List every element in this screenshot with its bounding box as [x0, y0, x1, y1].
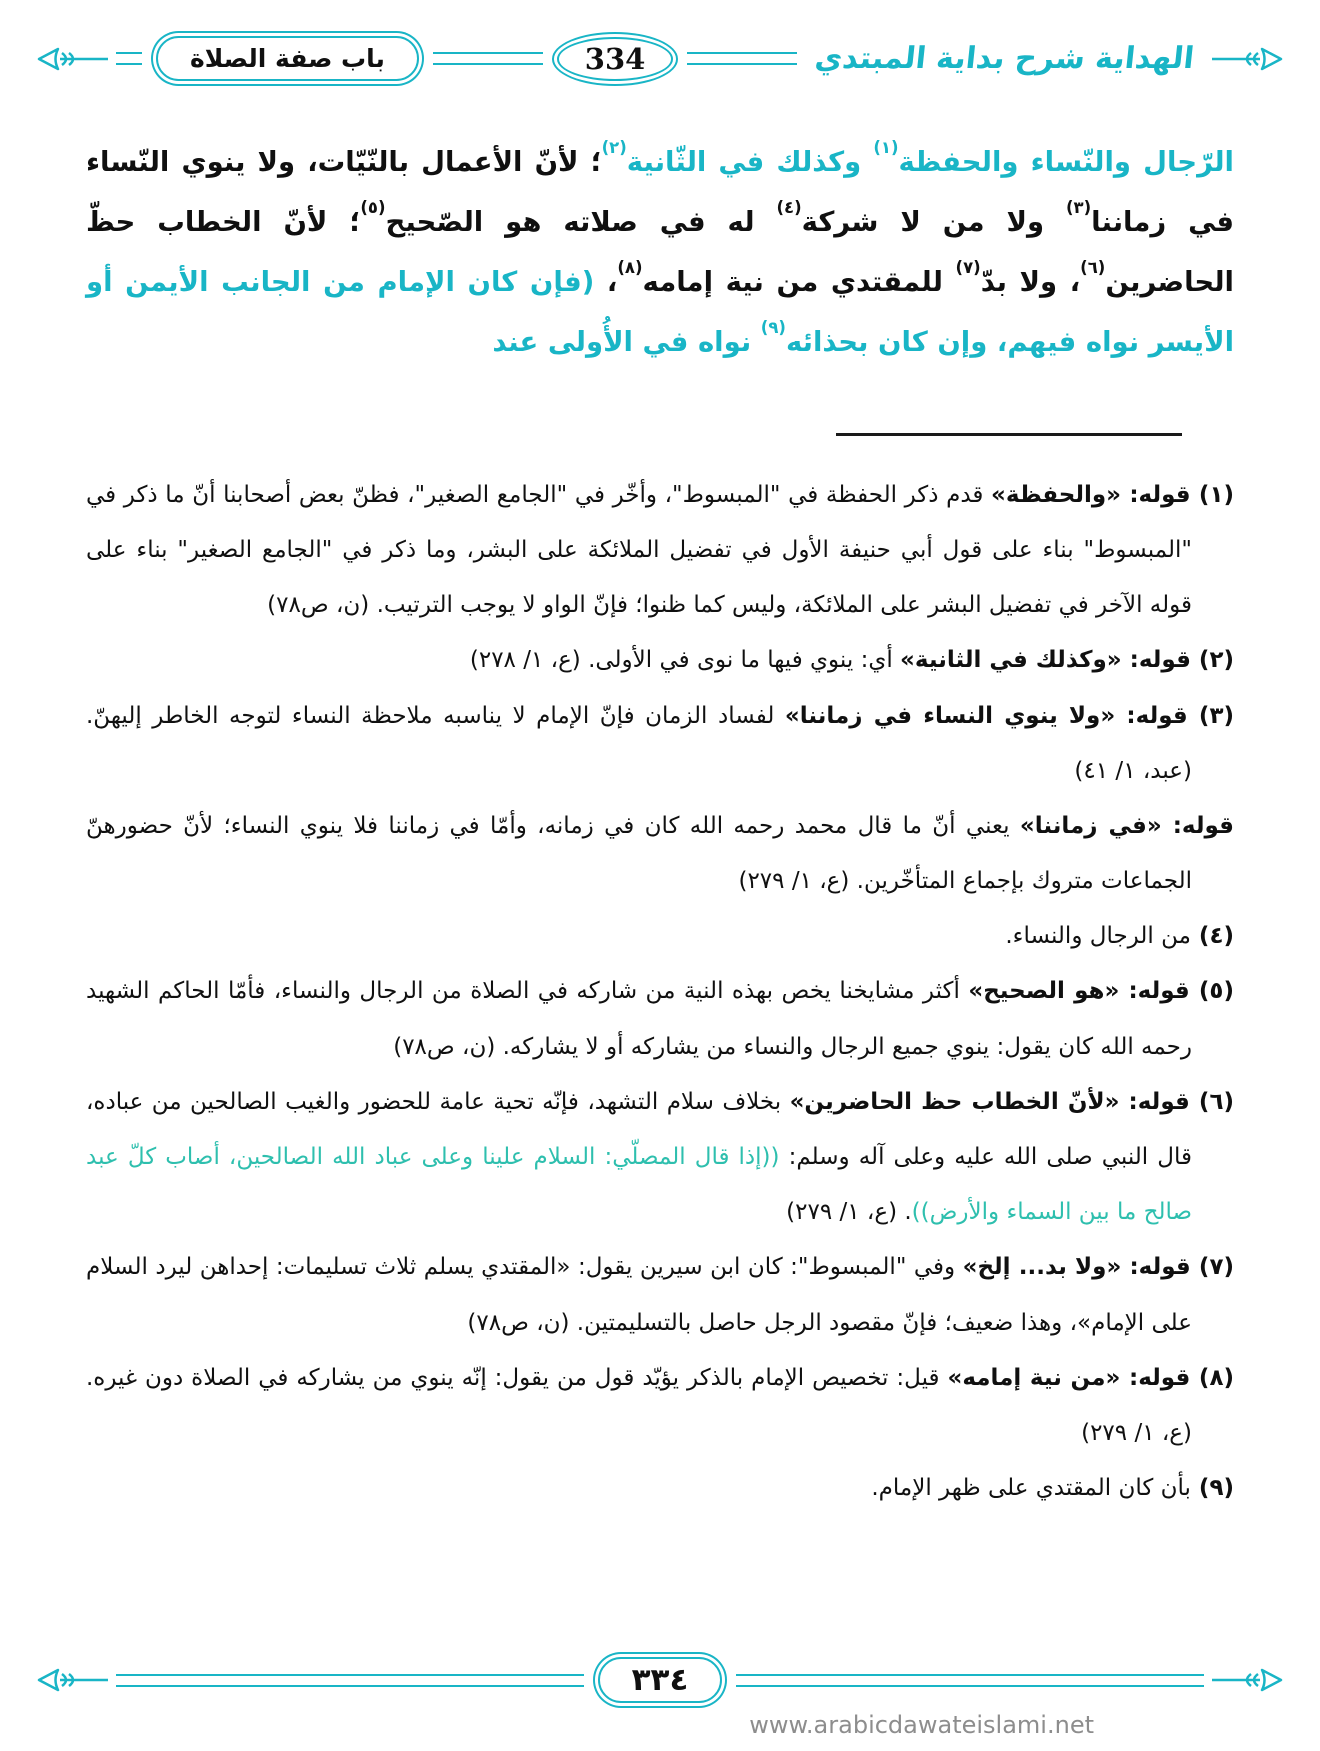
text-segment: (فإن كان الإمام من الجانب الأيمن أو الأيسر نواه فيهم، وإن كان بحذائه [86, 265, 1234, 358]
text-segment: يعني أنّ ما قال محمد رحمه الله كان في زمانه، وأمّا في زماننا فلا ينوي النساء؛ لأنّ حضورهنّ الجماعات متروك بإجماع المتأخّرين. (ع، ١/ ٢٧٩) [86, 812, 1192, 895]
text-segment: ؛ لأنّ الخطاب حظّ الحاضرين [86, 205, 1234, 298]
footer-page-capsule [598, 1657, 723, 1703]
footnote-ref-marker: (٧) [955, 258, 981, 278]
footnote-number: (٧) [1190, 1254, 1234, 1281]
text-segment: قوله: «من نية إمامه» [947, 1364, 1191, 1391]
footnote-number: (٣) [1187, 702, 1234, 729]
footnote-ref-marker: (١) [873, 138, 899, 158]
band-line [736, 1674, 1204, 1687]
footnote [86, 633, 1234, 688]
text-segment: قيل: تخصيص الإمام بالذكر يؤيّد قول من يقول: إنّه ينوي من يشاركه في الصلاة دون غيره. (ع، ١/ ٢٧٩) [86, 1364, 1192, 1446]
footnote-number: (٨) [1190, 1364, 1234, 1391]
footnote-ref-marker: (٣) [1066, 198, 1092, 218]
page-number-capsule [557, 37, 674, 81]
text-segment: ((إذا قال المصلّي: السلام علينا وعلى عباد الله الصالحين، أصاب كلّ عبد صالح ما بين السماء والأرض)) [86, 1144, 1192, 1226]
footnote-ref-marker: (٥) [360, 198, 386, 218]
footnote [86, 1075, 1234, 1241]
page-number-bottom: ٣٣٤ [631, 1662, 689, 1698]
text-segment: أي: ينوي فيها ما نوى في الأولى. (ع، ١/ ٢٧٨) [469, 647, 901, 674]
text-segment: لفساد الزمان فإنّ الإمام لا يناسبه ملاحظة النساء لتوجه الخاطر إليهنّ. (عبد، ١/ ٤١) [86, 702, 1192, 784]
footnote-number: (٢) [1190, 647, 1234, 674]
text-segment: قوله: «في زماننا» [1019, 812, 1234, 839]
footer [0, 1657, 1320, 1751]
text-segment: قوله: «وكذلك في الثانية» [900, 647, 1191, 674]
text-segment: بخلاف سلام التشهد، فإنّه تحية عامة للحضور والغيب الصالحين من عباده، قال النبي صلى الله عليه وعلى آله وسلم: [86, 1088, 1192, 1170]
footnote-ref-marker: (٩) [760, 318, 786, 338]
band-end-ornament-left-icon [36, 44, 108, 74]
band-line [687, 52, 797, 65]
footnote-ref-marker: (٨) [617, 258, 643, 278]
text-segment: ، [594, 265, 618, 298]
text-segment: قوله: «ولا بد... إلخ» [962, 1254, 1191, 1281]
footnote-ref-marker: (٤) [776, 198, 802, 218]
band-line [116, 52, 142, 65]
footnote-ref-marker: (٢) [601, 138, 627, 158]
text-segment: أكثر مشايخنا يخص بهذه النية من شاركه في الصلاة من الرجال والنساء، فأمّا الحاكم الشهيد رحمه الله كان يقول: ينوي جميع الرجال والنساء من يشاركه أو لا يشاركه. (ن، ص٧٨) [86, 978, 1192, 1060]
text-segment: ؛ لأنّ الأعمال بالنّيّات، ولا ينوي النّساء في زماننا [86, 146, 1234, 238]
text-segment: قدم ذكر الحفظة في "المبسوط"، وأخّر في "الجامع الصغير"، فظنّ بعض أصحابنا أنّ ما ذكر في "المبسوط" بناء على قول أبي حنيفة الأول في تفضيل الملائكة على البشر، وما ذكر في "الجامع الصغير" بناء على قوله الآخر في تفضيل البشر على الملائكة، وليس كما ظنوا؛ فإنّ الواو لا يوجب الترتيب. (ن، ص٧٨) [86, 481, 1192, 619]
footnote [86, 689, 1234, 799]
footnote [86, 909, 1234, 964]
band-line [433, 52, 543, 65]
text-segment: بأن كان المقتدي على ظهر الإمام. [871, 1475, 1191, 1502]
text-segment: قوله: «ولا ينوي النساء في زماننا» [784, 702, 1188, 729]
footnote [86, 1351, 1234, 1461]
band-line [116, 1674, 584, 1687]
footnote [86, 1461, 1234, 1516]
website-watermark: www.arabicdawateislami.net [749, 1711, 1094, 1739]
text-segment: ولا من لا شركة [801, 205, 1066, 238]
text-segment: نواه في الأُولى عند [492, 325, 761, 358]
chapter-title: باب صفة الصلاة [190, 44, 385, 73]
header-band [36, 36, 1284, 81]
footnote [86, 964, 1234, 1074]
footer-ornament-right-icon [1212, 1665, 1284, 1695]
text-segment: قوله: «لأنّ الخطاب حظ الحاضرين» [789, 1088, 1190, 1115]
footnote-number: (٦) [1189, 1088, 1234, 1115]
footnote [86, 799, 1234, 909]
text-segment: ، ولا بدّ [980, 265, 1081, 298]
footnote-number: (١) [1190, 481, 1234, 508]
text-segment: وفي "المبسوط": كان ابن سيرين يقول: «المقتدي يسلم ثلاث تسليمات: إحداهن ليرد السلام على الإمام»، وهذا ضعيف؛ فإنّ مقصود الرجل حاصل بالتسليمتين. (ن، ص٧٨) [86, 1254, 1192, 1336]
chapter-title-capsule [156, 36, 419, 81]
footnote-number: (٩) [1190, 1475, 1234, 1502]
text-segment: من الرجال والنساء. [1005, 923, 1191, 950]
footnotes-section [86, 468, 1234, 1657]
main-text [86, 133, 1234, 373]
footnote-separator [836, 433, 1182, 436]
footnote-number: (٤) [1190, 923, 1234, 950]
text-segment: وكذلك في الثّانية [626, 146, 874, 178]
footnote [86, 468, 1234, 634]
footer-ornament-left-icon [36, 1665, 108, 1695]
footnote-number: (٥) [1189, 978, 1234, 1005]
band-end-ornament-right-icon [1212, 44, 1284, 74]
footnote-ref-marker: (٦) [1080, 258, 1106, 278]
text-segment: . (ع، ١/ ٢٧٩) [786, 1199, 912, 1226]
text-segment: للمقتدي من نية إمامه [642, 265, 956, 298]
text-segment: قوله: «هو الصحيح» [968, 978, 1190, 1005]
page-number-top: 334 [584, 41, 646, 76]
book-title-calligraphy: الهداية شرح بداية المبتدي [813, 41, 1196, 76]
text-segment: له في صلاته هو الصّحيح [385, 205, 777, 238]
text-segment: قوله: «والحفظة» [991, 481, 1191, 508]
footnote [86, 1240, 1234, 1350]
footer-band [36, 1657, 1284, 1703]
text-segment: الرّجال والنّساء والحفظة [898, 146, 1234, 178]
